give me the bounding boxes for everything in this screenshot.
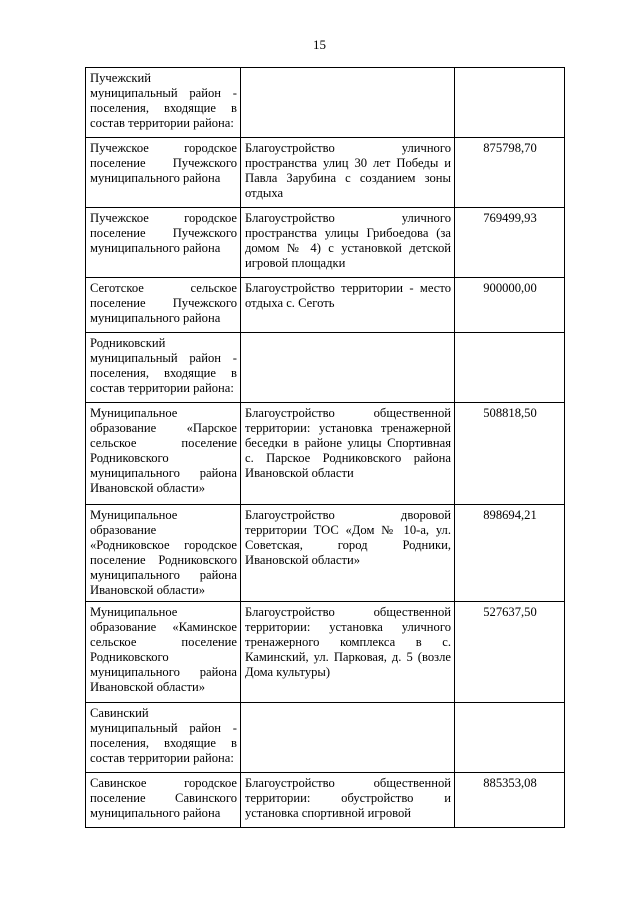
table-row <box>86 773 565 828</box>
amount-cell: 508818,50 <box>455 403 565 505</box>
project-cell: Благоустройство уличного пространства улиц 30 лет Победы и Павла Зарубина с созданием зоны отдыха <box>241 138 455 208</box>
municipality-cell: Муниципальное образование «Родниковское городское поселение Родниковского муниципального района Ивановской области» <box>86 505 241 602</box>
municipality-cell: Родниковский муниципальный район - поселения, входящие в состав территории района: <box>86 333 241 403</box>
project-cell: Благоустройство общественной территории: обустройство и установка спортивной игровой <box>241 773 455 828</box>
amount-cell: 527637,50 <box>455 602 565 703</box>
table-row <box>86 703 565 773</box>
table-row <box>86 505 565 602</box>
amount-cell <box>455 333 565 403</box>
page-number: 15 <box>313 37 326 52</box>
table-row <box>86 138 565 208</box>
table-row <box>86 208 565 278</box>
project-cell <box>241 68 455 138</box>
budget-table <box>85 67 565 828</box>
table-row <box>86 333 565 403</box>
municipality-cell: Муниципальное образование «Парское сельское поселение Родниковского муниципального района Ивановской области» <box>86 403 241 505</box>
project-cell: Благоустройство дворовой территории ТОС «Дом № 10-а, ул. Советская, город Родники, Ивановской области» <box>241 505 455 602</box>
amount-cell: 885353,08 <box>455 773 565 828</box>
municipality-cell: Пучежское городское поселение Пучежского муниципального района <box>86 208 241 278</box>
table-row <box>86 278 565 333</box>
amount-cell <box>455 703 565 773</box>
amount-cell: 898694,21 <box>455 505 565 602</box>
amount-cell <box>455 68 565 138</box>
amount-cell: 875798,70 <box>455 138 565 208</box>
municipality-cell: Муниципальное образование «Каминское сельское поселение Родниковского муниципального района Ивановской области» <box>86 602 241 703</box>
project-cell: Благоустройство территории - место отдыха с. Сеготь <box>241 278 455 333</box>
amount-cell: 900000,00 <box>455 278 565 333</box>
municipality-cell: Савинское городское поселение Савинского муниципального района <box>86 773 241 828</box>
table-row <box>86 602 565 703</box>
municipality-cell: Пучежский муниципальный район - поселения, входящие в состав территории района: <box>86 68 241 138</box>
project-cell: Благоустройство общественной территории: установка тренажерной беседки в районе улицы Спортивная с. Парское Родниковского района Ивановской области <box>241 403 455 505</box>
project-cell <box>241 703 455 773</box>
project-cell <box>241 333 455 403</box>
amount-cell: 769499,93 <box>455 208 565 278</box>
municipality-cell: Пучежское городское поселение Пучежского муниципального района <box>86 138 241 208</box>
project-cell: Благоустройство общественной территории: установка уличного тренажерного комплекса в с. Каминский, ул. Парковая, д. 5 (возле Дома культуры) <box>241 602 455 703</box>
project-cell: Благоустройство уличного пространства улицы Грибоедова (за домом № 4) с установкой детской игровой площадки <box>241 208 455 278</box>
municipality-cell: Сеготское сельское поселение Пучежского муниципального района <box>86 278 241 333</box>
table-row <box>86 403 565 505</box>
municipality-cell: Савинский муниципальный район - поселения, входящие в состав территории района: <box>86 703 241 773</box>
table-row <box>86 68 565 138</box>
